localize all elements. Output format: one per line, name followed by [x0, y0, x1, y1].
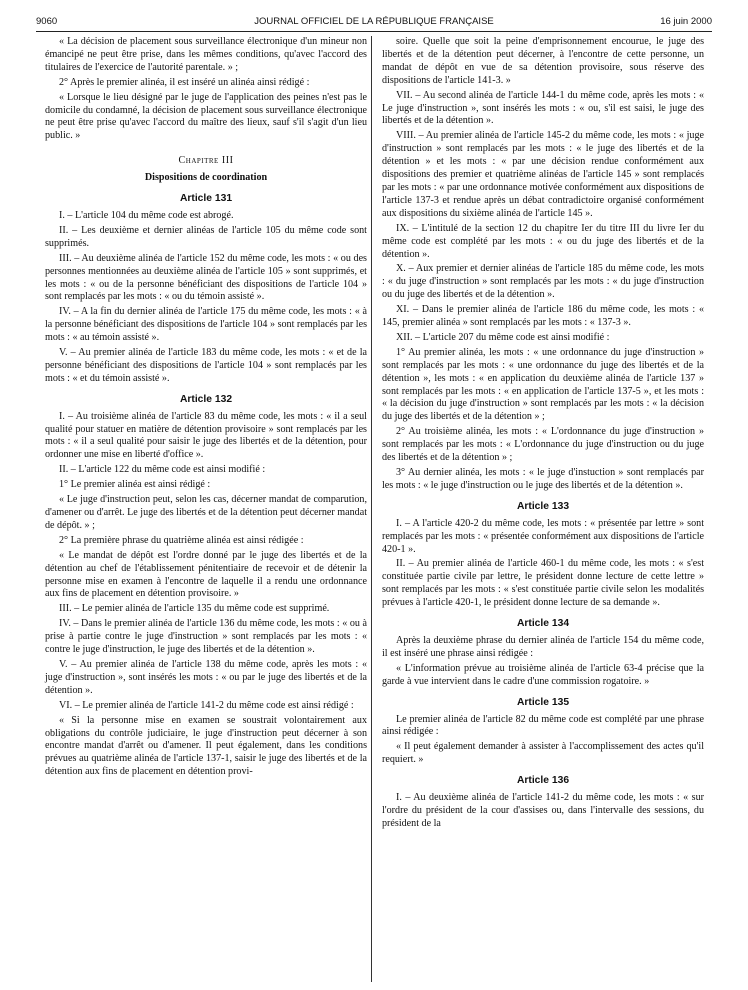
paragraph: I. – Au troisième alinéa de l'article 83 du même code, les mots : « il a seul qualité pour statuer en matière de détention provisoire » sont remplacés par les mots : « il a seul qualité pour saisir le juge des libertés et de la détention, pour ordonner une mise en liberté d'office ».	[45, 410, 367, 461]
paragraph: « Le mandat de dépôt est l'ordre donné par le juge des libertés et de la détention au chef de l'établissement pénitentiaire de recevoir et de détenir la personne mise en examen à l'encontre de laquelle il a rendu une ordonnance aux fins de placement en détention provisoire. »	[45, 549, 367, 600]
article-heading: Article 131	[179, 193, 233, 205]
paragraph: 2° La première phrase du quatrième alinéa est ainsi rédigée :	[59, 534, 304, 546]
paragraph: V. – Au premier alinéa de l'article 138 du même code, après les mots : « juge d'instruction », sont insérés les mots : « ou par le juge des libertés et de la détention ».	[45, 658, 367, 696]
article-heading: Article 135	[516, 696, 570, 708]
paragraph: 1° Le premier alinéa est ainsi rédigé :	[59, 479, 211, 491]
paragraph: X. – Aux premier et dernier alinéas de l'article 185 du même code, les mots : « du juge d'instruction » sont remplacés par les mots : « du juge d'instruction ou du juge des libertés et de la détention ».	[382, 263, 704, 301]
article-heading: Article 133	[516, 500, 570, 512]
paragraph: XI. – Dans le premier alinéa de l'article 186 du même code, les mots : « 145, premier alinéa » sont remplacés par les mots : « 137-3 ».	[382, 304, 704, 329]
journal-title: JOURNAL OFFICIEL DE LA RÉPUBLIQUE FRANÇAISE	[254, 16, 494, 27]
paragraph: « Il peut également demander à assister à l'accomplissement des actes qu'il requiert. »	[382, 741, 704, 766]
chapter-heading: Chapitre III	[178, 155, 234, 167]
paragraph: 2° Après le premier alinéa, il est inséré un alinéa ainsi rédigé :	[59, 76, 310, 88]
paragraph: « Lorsque le lieu désigné par le juge de l'application des peines n'est pas le domicile du condamné, la décision de placement sous surveillance électronique ne peut être prise qu'avec l'accord du maître des lieux, sauf s'il s'agit d'un lieu public. »	[45, 91, 367, 142]
paragraph: VII. – Au second alinéa de l'article 144-1 du même code, après les mots : « Le juge d'instruction », sont insérés les mots : « ou, s'il est saisi, le juge des libertés et de la détention ».	[382, 89, 704, 127]
column-divider	[371, 36, 372, 982]
paragraph: « L'information prévue au troisième alinéa de l'article 63-4 précise que la garde à vue intervient dans le cadre d'une commission rogatoire. »	[382, 662, 704, 687]
article-heading: Article 132	[179, 393, 233, 405]
page-number: 9060	[36, 16, 58, 27]
paragraph: II. – Les deuxième et dernier alinéas de l'article 105 du même code sont supprimés.	[45, 224, 367, 249]
publication-date: 16 juin 2000	[660, 16, 712, 27]
paragraph: VIII. – Au premier alinéa de l'article 145-2 du même code, les mots : « juge d'instruction » sont remplacés par les mots : « le juge des libertés et de la détention » et les mots : « par une décision rendue conformément aux dispositions des premier et quatrième alinéas de l'article 145 » sont remplacés par les mots : « par une ordonnance motivée conformément aux dispositions de l'article 137-3 et rendue après un débat contradictoire organisé conformément aux dispositions du sixième alinéa de l'article 145 ».	[382, 130, 704, 219]
paragraph: IV. – A la fin du dernier alinéa de l'article 175 du même code, les mots : « à la personne bénéficiant des dispositions de l'article 104 » sont remplacés par les mots : « au témoin assisté ».	[45, 306, 367, 344]
paragraph: XII. – L'article 207 du même code est ainsi modifié :	[396, 331, 610, 343]
paragraph: I. – L'article 104 du même code est abrogé.	[59, 209, 234, 221]
paragraph: « Si la personne mise en examen se soustrait volontairement aux obligations du contrôle judiciaire, le juge d'instruction peut décerner à son encontre mandat d'arrêt ou d'amener. Il peut également, dans les conditions prévues au quatrième alinéa de l'article 137-1, saisir le juge des libertés et de la détention aux fins de placement en détention provi-	[45, 714, 367, 778]
paragraph: II. – L'article 122 du même code est ainsi modifié :	[59, 464, 266, 476]
paragraph: I. – Au deuxième alinéa de l'article 141-2 du même code, les mots : « sur l'ordre du président de la cour d'assises ou, dans l'intervalle des sessions, du président de la	[382, 792, 704, 829]
article-heading: Article 136	[516, 775, 570, 787]
paragraph: III. – Le pemier alinéa de l'article 135 du même code est supprimé.	[59, 603, 330, 615]
paragraph: IV. – Dans le premier alinéa de l'article 136 du même code, les mots : « ou à prise à partie contre le juge d'instruction » sont remplacés par les mots : « contre le juge d'instruction, le juge des libertés et de la détention ».	[45, 618, 367, 656]
paragraph: V. – Au premier alinéa de l'article 183 du même code, les mots : « et de la personne bénéficiant des dispositions de l'article 104 » sont remplacés par les mots : « et du témoin assisté ».	[45, 347, 367, 384]
paragraph: « La décision de placement sous surveillance électronique d'un mineur non émancipé ne peut être prise, dans les mêmes conditions, qu'avec l'accord des titulaires de l'exercice de l'autorité parentale. » ;	[45, 36, 367, 73]
paragraph: VI. – Le premier alinéa de l'article 141-2 du même code est ainsi rédigé :	[59, 699, 354, 711]
paragraph: soire. Quelle que soit la peine d'emprisonnement encourue, le juge des libertés et de la détention peut décerner, à l'encontre de cette personne, un mandat de dépôt en vue de sa détention provisoire, sous réserve des dispositions de l'article 141-3. »	[382, 36, 704, 86]
paragraph: III. – Au deuxième alinéa de l'article 152 du même code, les mots : « ou des personnes mentionnées au deuxième alinéa de l'article 105 » sont supprimés, et les mots : « ou de la personne bénéficiant des dispositions de l'article 104 » sont remplacés par les mots : « ou du témoin assisté ».	[45, 252, 367, 303]
paragraph: IX. – L'intitulé de la section 12 du chapitre Ier du titre III du livre Ier du même code est complété par les mots : « ou du juge des libertés et de la détention ».	[382, 222, 704, 260]
paragraph: 2° Au troisième alinéa, les mots : « L'ordonnance du juge d'instruction » sont remplacés par les mots : « L'ordonnance du juge d'instruction ou du juge des libertés et de la détention » ;	[382, 426, 704, 464]
paragraph: II. – Au premier alinéa de l'article 460-1 du même code, les mots : « s'est constituée partie civile par lettre, le président donne lecture de cette lettre » sont remplacés par les mots : « s'est constituée partie civile selon les modalités prévues à l'article 420-1, le président donne lecture de sa demande ».	[382, 558, 704, 609]
paragraph: Le premier alinéa de l'article 82 du même code est complété par une phrase ainsi rédigée :	[382, 713, 704, 738]
left-column	[45, 36, 367, 781]
article-heading: Article 134	[516, 618, 570, 630]
paragraph: I. – A l'article 420-2 du même code, les mots : « présentée par lettre » sont remplacés par les mots : « présentée conformément aux dispositions de l'article 420-1 ».	[382, 517, 704, 555]
paragraph: Après la deuxième phrase du dernier alinéa de l'article 154 du même code, il est inséré une phrase ainsi rédigée :	[382, 634, 704, 659]
paragraph: 1° Au premier alinéa, les mots : « une ordonnance du juge d'instruction » sont remplacés par les mots : « une ordonnance du juge des libertés et de la détention », les mots : « en application du deuxième alinéa de l'article 137 » sont remplacés par les mots : « en application de l'article 137-5 », et les mots : « la décision du juge d'instruction » sont remplacés par les mots : « la décision du juge des libertés et de la détention » ;	[382, 346, 704, 423]
paragraph: 3° Au dernier alinéa, les mots : « le juge d'instuction » sont remplacés par les mots : « le juge d'instruction ou le juge des libertés et de la détention ».	[382, 467, 704, 491]
section-heading: Dispositions de coordination	[144, 172, 268, 184]
paragraph: « Le juge d'instruction peut, selon les cas, décerner mandat de comparution, d'amener ou d'arrêt. Le juge des libertés et de la détention peut décerner mandat de dépôt. » ;	[45, 494, 368, 531]
right-column	[382, 36, 704, 833]
header-rule	[36, 31, 712, 32]
